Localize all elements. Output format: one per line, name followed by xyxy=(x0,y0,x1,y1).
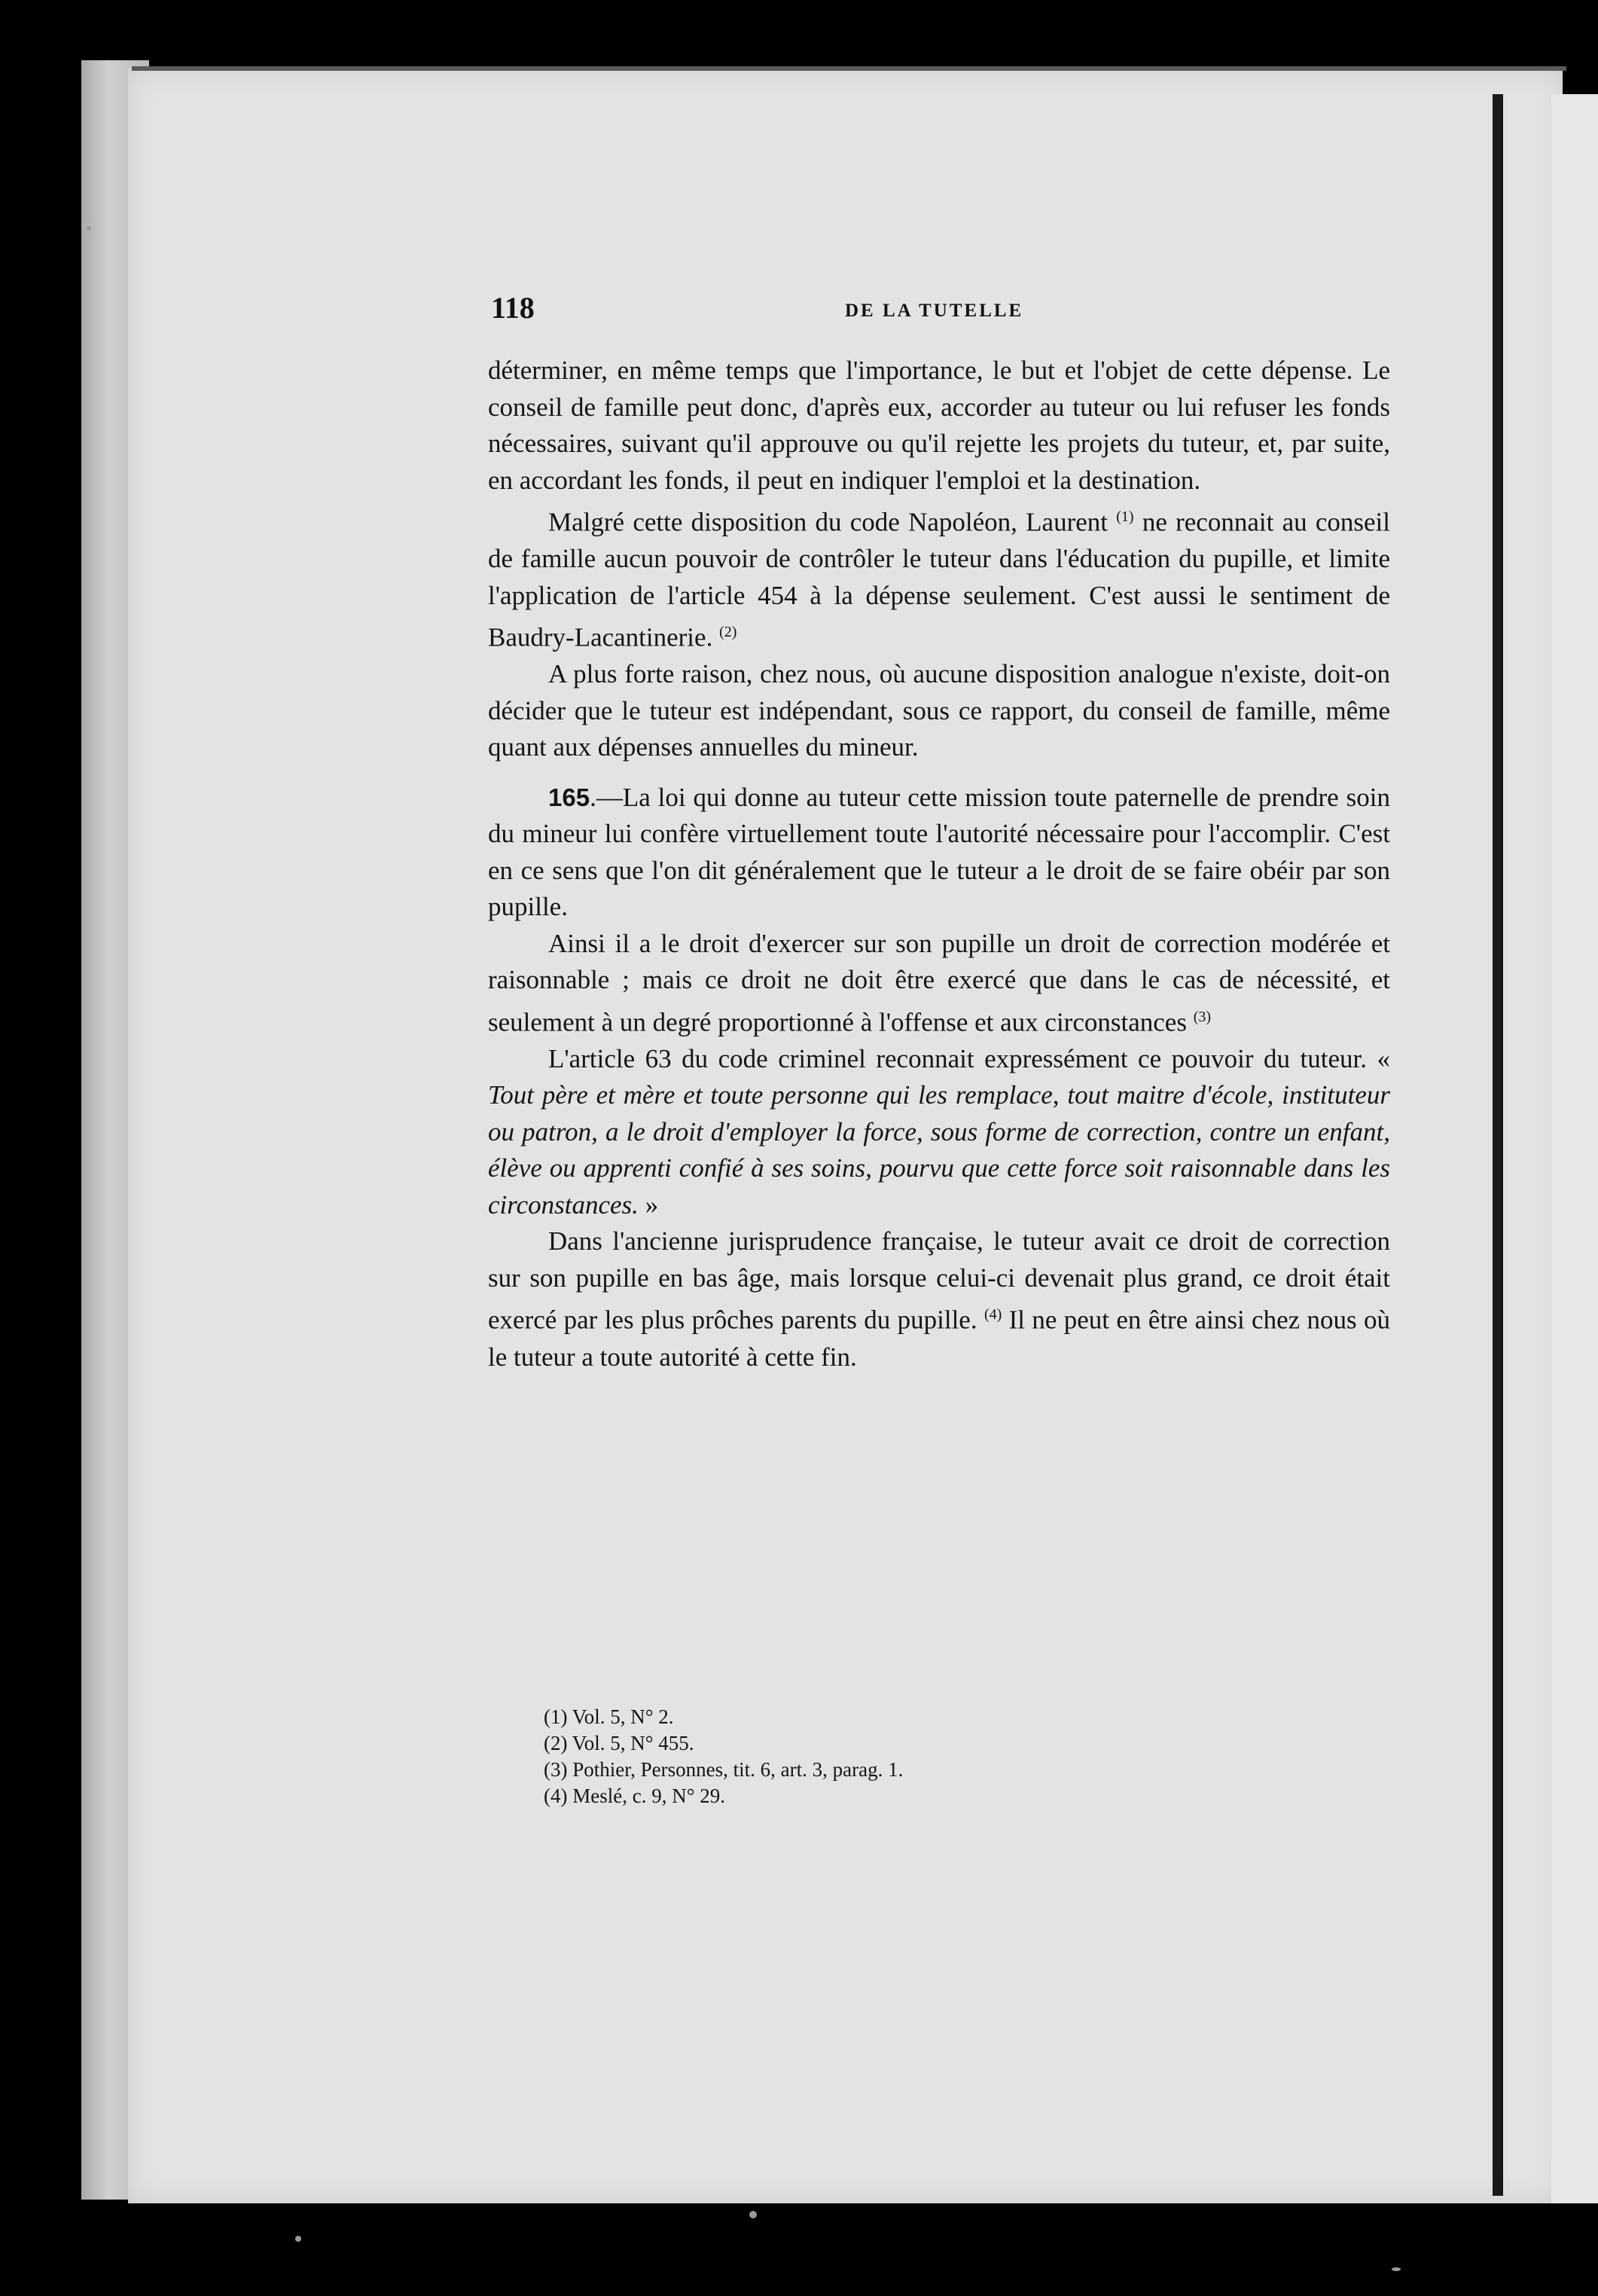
scan-speck xyxy=(749,2211,757,2218)
text-run: Ainsi il a le droit d'exercer sur son pupille un droit de correction modérée et raisonnable ; mais ce droit ne doit être exercé que dans le cas de nécessité, et seulement à un degré proportionné à l'offense et aux circonstances xyxy=(488,928,1390,1037)
gutter-shadow xyxy=(1493,94,1503,2196)
text-run: Il ne peut en être ainsi chez nous où le tuteur a toute autorité à cette fin. xyxy=(488,1305,1390,1372)
footnote: (2) Vol. 5, N° 455. xyxy=(544,1732,694,1754)
text-run: Dans l'ancienne jurisprudence française, le tuteur avait ce droit de correction sur son pupille en bas âge, mais lorsque celui-ci devenait plus grand, ce droit était exercé par les plus prôches parents du pupille. xyxy=(488,1226,1390,1336)
text-run: ne reconnait au conseil de famille aucun pouvoir de contrôler le tuteur dans l'éducation du pupille, et limite l'application de l'article 454 à la dépense seulement. C'est aussi le sentiment de Baudry-Lacantinerie. xyxy=(488,507,1390,652)
paragraph xyxy=(488,353,1390,499)
page-top-edge xyxy=(132,66,1566,71)
scan-speck xyxy=(87,226,91,231)
page-header xyxy=(491,290,1395,335)
footnote-ref: (4) xyxy=(984,1306,1002,1324)
page-number: 118 xyxy=(491,291,535,325)
text-run: déterminer, en même temps que l'importance, le but et l'objet de cette dépense. Le conseil de famille peut donc, d'après eux, accorder au tuteur ou lui refuser les fonds nécessaires, suivant qu'il approuve ou qu'il rejette les projets du tuteur, et, par suite, en accordant les fonds, il peut en indiquer l'emploi et la destination. xyxy=(488,356,1390,495)
facing-page-edge xyxy=(1551,94,1598,2203)
paragraph xyxy=(488,1223,1390,1375)
text-run: Malgré cette disposition du code Napoléon, Laurent xyxy=(548,507,1117,537)
footnote: (4) Meslé, c. 9, N° 29. xyxy=(544,1785,725,1807)
quoted-text: Tout père et mère et toute personne qui les remplace, tout maitre d'école, instituteur ou patron, a le droit d'employer la force, sous forme de correction, contre un enfant, élève ou apprenti confié à ses soins, pourvu que cette force soit raisonnable dans les circonstances. xyxy=(488,1080,1390,1220)
text-run: A plus forte raison, chez nous, où aucune disposition analogue n'existe, doit-on décider que le tuteur est indépendant, sous ce rapport, du conseil de famille, même quant aux dépenses annuelles du mineur. xyxy=(488,659,1390,762)
running-head: DE LA TUTELLE xyxy=(845,301,1024,321)
text-run: » xyxy=(638,1189,659,1220)
text-run: L'article 63 du code criminel reconnait expressément ce pouvoir du tuteur. « xyxy=(548,1043,1390,1073)
footnote-ref: (3) xyxy=(1193,1008,1212,1025)
paragraph xyxy=(488,1041,1390,1224)
paragraph xyxy=(488,926,1390,1041)
text-run: .—La loi qui donne au tuteur cette mission toute paternelle de prendre soin du mineur lui confère virtuellement toute l'autorité nécessaire pour l'accomplir. C'est en ce sens que l'on dit généralement que le tuteur a le droit de se faire obéir par son pupille. xyxy=(488,782,1390,922)
footnote: (1) Vol. 5, N° 2. xyxy=(544,1705,674,1728)
scan-speck xyxy=(1392,2267,1401,2271)
footnote: (3) Pothier, Personnes, tit. 6, art. 3, parag. 1. xyxy=(544,1758,904,1781)
footnote-ref: (1) xyxy=(1116,508,1134,525)
body-text xyxy=(488,353,1390,1375)
footnote-ref: (2) xyxy=(719,624,737,641)
paragraph xyxy=(488,656,1390,766)
section-number: 165 xyxy=(548,783,590,811)
scan-speck xyxy=(295,2236,301,2242)
section-paragraph xyxy=(488,780,1390,926)
footnotes xyxy=(544,1704,1146,1809)
paragraph xyxy=(488,499,1390,656)
